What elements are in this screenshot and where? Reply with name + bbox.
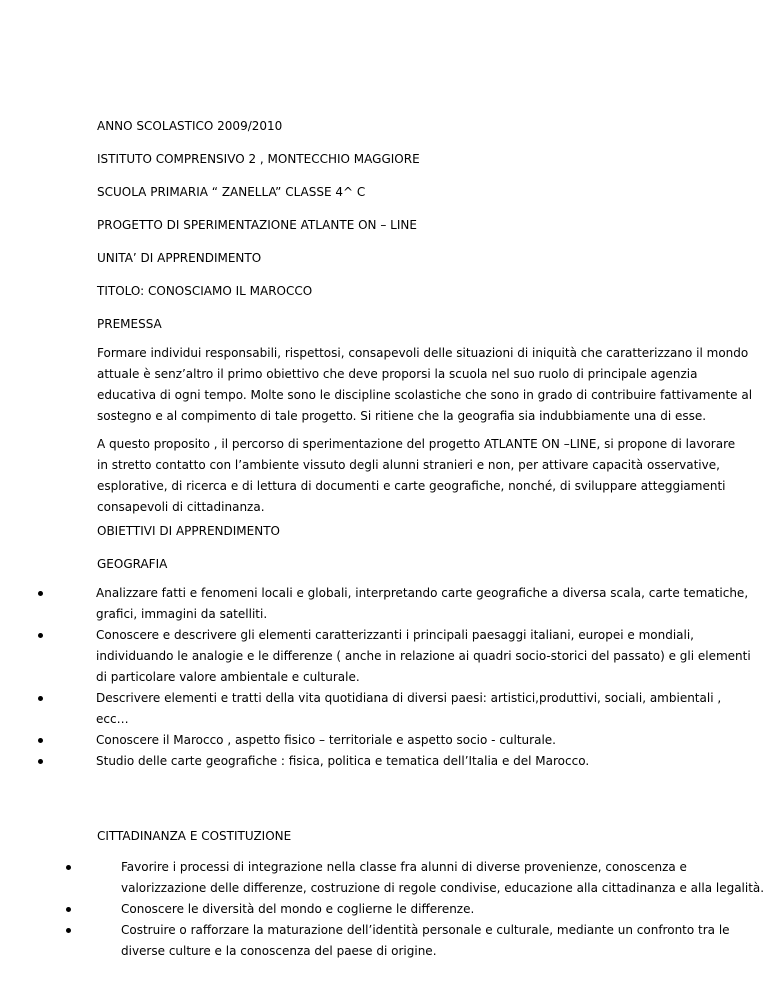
list-item-line: valorizzazione delle differenze, costruzione di regole condivise, educazione alla cittadinanza e alla legalità. (121, 881, 765, 895)
list-item-line: Favorire i processi di integrazione nella classe fra alunni di diverse provenienze, conoscenza e (121, 860, 687, 874)
list-item-line: Analizzare fatti e fenomeni locali e globali, interpretando carte geografiche a diversa scala, carte tematiche, (96, 586, 749, 600)
bullet-icon (66, 865, 71, 870)
geography-heading: GEOGRAFIA (97, 557, 168, 571)
premessa-heading: PREMESSA (97, 317, 162, 331)
paragraph-line: educativa di ogni tempo. Molte sono le discipline scolastiche che sono in grado di contribuire fattivamente al (97, 388, 753, 402)
list-item-line: Descrivere elementi e tratti della vita quotidiana di diversi paesi: artistici,produttivi, sociali, ambientali , (96, 691, 722, 705)
paragraph-line: Formare individui responsabili, rispettosi, consapevoli delle situazioni di iniquità che caratterizzano il mondo (97, 346, 749, 360)
list-item-line: diverse culture e la conoscenza del paese di origine. (121, 944, 437, 958)
list-item (66, 857, 764, 899)
paragraph-line: attuale è senz’altro il primo obiettivo che deve proporsi la scuola nel suo ruolo di principale agenzia (97, 367, 698, 381)
bullet-icon (38, 738, 43, 743)
bullet-icon (38, 591, 43, 596)
institute-line: ISTITUTO COMPRENSIVO 2 , MONTECCHIO MAGGIORE (97, 152, 420, 166)
paragraph-line: sostegno e al compimento di tale progetto. Si ritiene che la geografia sia indubbiamente una di esse. (97, 409, 707, 423)
premessa-paragraph-2 (97, 434, 737, 518)
list-item-line: Studio delle carte geografiche : fisica, politica e tematica dell’Italia e del Marocco. (96, 754, 590, 768)
list-item (66, 920, 730, 962)
list-item-line: ecc… (96, 712, 129, 726)
learning-unit-line: UNITA’ DI APPRENDIMENTO (97, 251, 262, 265)
list-item (66, 899, 474, 920)
school-line: SCUOLA PRIMARIA “ ZANELLA” CLASSE 4^ C (97, 185, 366, 199)
citizenship-heading: CITTADINANZA E COSTITUZIONE (97, 829, 292, 843)
bullet-icon (38, 696, 43, 701)
list-item (38, 625, 751, 688)
list-item-line: individuando le analogie e le differenze ( anche in relazione ai quadri socio-storici del passato) e gli elementi (96, 649, 751, 663)
bullet-icon (38, 633, 43, 638)
list-item-line: di particolare valore ambientale e culturale. (96, 670, 360, 684)
project-line: PROGETTO DI SPERIMENTAZIONE ATLANTE ON – LINE (97, 218, 417, 232)
list-item-line: Costruire o rafforzare la maturazione dell’identità personale e culturale, mediante un confronto tra le (121, 923, 730, 937)
bullet-icon (38, 759, 43, 764)
title-line: TITOLO: CONOSCIAMO IL MAROCCO (97, 284, 313, 298)
list-item-line: Conoscere e descrivere gli elementi caratterizzanti i principali paesaggi italiani, europei e mondiali, (96, 628, 694, 642)
bullet-icon (66, 928, 71, 933)
list-item-line: Conoscere il Marocco , aspetto fisico – territoriale e aspetto socio - culturale. (96, 733, 556, 747)
list-item (38, 583, 748, 625)
list-item (38, 730, 556, 751)
paragraph-line: A questo proposito , il percorso di sperimentazione del progetto ATLANTE ON –LINE, si propone di lavorare (97, 437, 736, 451)
paragraph-line: esplorative, di ricerca e di lettura di documenti e carte geografiche, nonché, di sviluppare atteggiamenti (97, 479, 726, 493)
premessa-paragraph-1 (97, 343, 753, 427)
paragraph-line: in stretto contatto con l’ambiente vissuto degli alunni stranieri e non, per attivare capacità osservative, (97, 458, 720, 472)
list-item-line: Conoscere le diversità del mondo e coglierne le differenze. (121, 902, 475, 916)
objectives-heading: OBIETTIVI DI APPRENDIMENTO (97, 524, 280, 538)
list-item (38, 688, 721, 730)
school-year-line: ANNO SCOLASTICO 2009/2010 (97, 119, 283, 133)
paragraph-line: consapevoli di cittadinanza. (97, 500, 265, 514)
list-item (38, 751, 589, 772)
bullet-icon (66, 907, 71, 912)
list-item-line: grafici, immagini da satelliti. (96, 607, 268, 621)
